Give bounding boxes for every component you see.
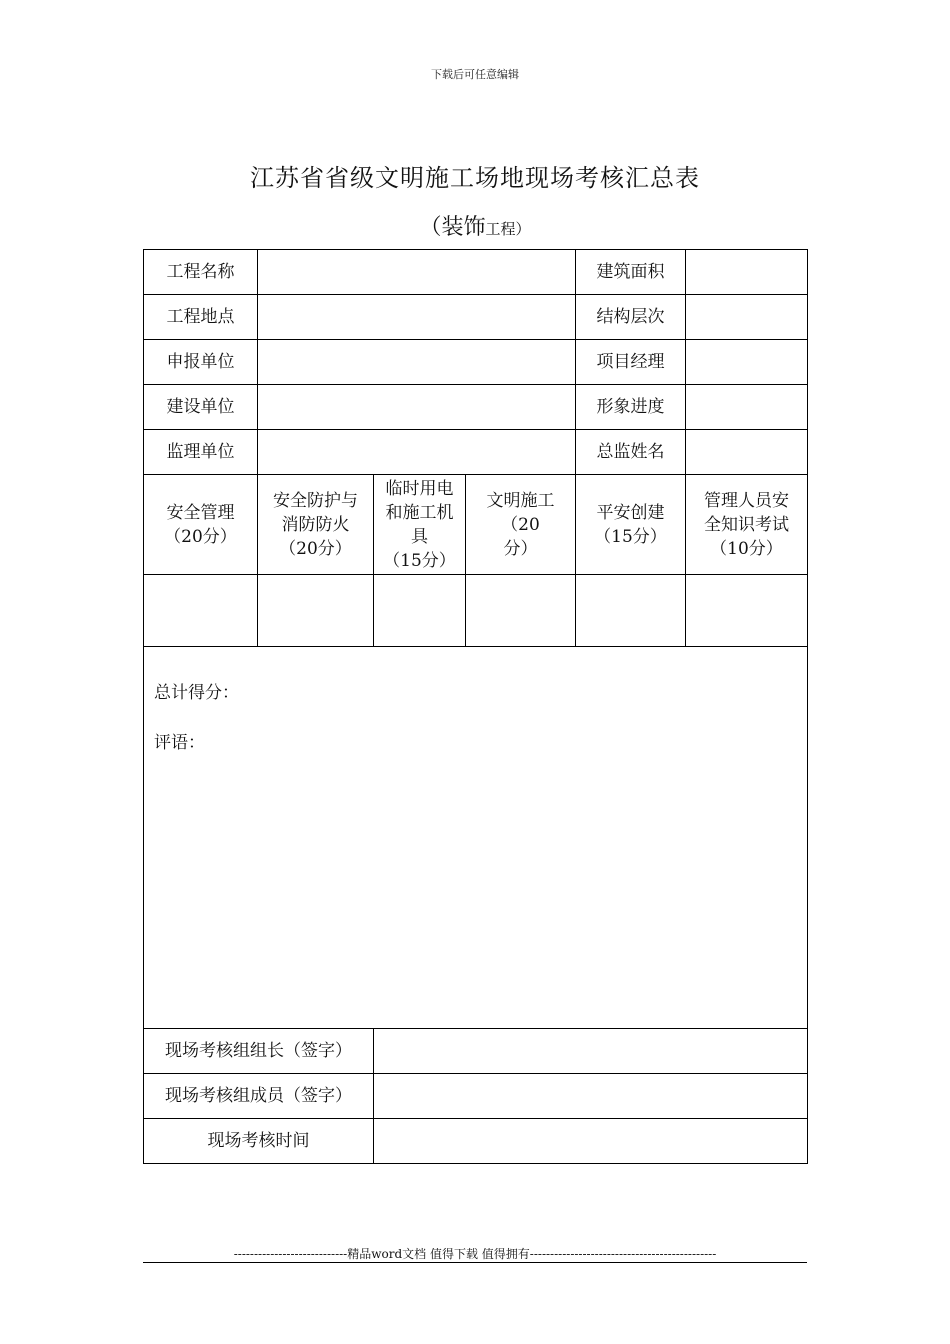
score-field[interactable] [374,575,466,647]
score-field[interactable] [466,575,576,647]
category-line: 安全管理 [166,502,235,523]
category-temp-power-machinery [374,475,466,575]
total-score-label: 总计得分： [154,683,239,703]
info-label: 工程地点 [144,295,258,340]
subtitle-open: （ [419,215,442,240]
category-safe-building [576,475,686,575]
footer-note: ----------------------------精品word文档 值得下载 值得拥有---------------------------------------------- [233,1247,717,1261]
score-field[interactable] [258,575,374,647]
subtitle-main: 装饰 [441,215,486,240]
info-right-label: 形象进度 [576,385,686,430]
info-right-label: 项目经理 [576,340,686,385]
info-value-field[interactable] [258,340,576,385]
signature-field[interactable] [374,1029,808,1074]
signature-row [144,1074,808,1119]
info-right-value-field[interactable] [686,250,808,295]
info-label: 申报单位 [144,340,258,385]
category-line: 具 [411,526,428,547]
signature-label: 现场考核组成员（签字） [144,1074,374,1119]
category-line: （20分） [279,538,352,559]
category-line: 平安创建 [596,502,665,523]
info-right-label: 建筑面积 [576,250,686,295]
info-row [144,385,808,430]
category-protection-fire [258,475,374,575]
info-value-field[interactable] [258,250,576,295]
info-value-field[interactable] [258,385,576,430]
page-subtitle [0,210,950,241]
score-row [144,575,808,647]
category-line: 和施工机 [385,502,454,523]
category-line: 分） [503,538,538,559]
signature-field[interactable] [374,1074,808,1119]
page-title: 江苏省省级文明施工场地现场考核汇总表 [250,164,700,192]
category-line: 消防防火 [281,514,350,535]
category-line: 安全防护与 [273,490,358,511]
info-right-value-field[interactable] [686,295,808,340]
category-line: 管理人员安 [704,490,789,511]
signature-label: 现场考核组组长（签字） [144,1029,374,1074]
category-line: 临时用电 [385,478,454,499]
category-line: （20分） [164,526,237,547]
info-label: 建设单位 [144,385,258,430]
signature-field[interactable] [374,1119,808,1164]
signature-label: 现场考核时间 [144,1119,374,1164]
footer-divider [143,1262,807,1263]
info-right-value-field[interactable] [686,340,808,385]
score-field[interactable] [686,575,808,647]
info-value-field[interactable] [258,295,576,340]
category-line: 文明施工 [486,490,555,511]
category-staff-knowledge-exam [686,475,808,575]
info-row [144,295,808,340]
category-line: （15分） [594,526,667,547]
signature-row [144,1119,808,1164]
info-right-label: 总监姓名 [576,430,686,475]
signature-row [144,1029,808,1074]
info-row [144,430,808,475]
category-line: （10分） [710,538,783,559]
remark-label: 评语： [154,733,205,753]
header-note: 下载后可任意编辑 [431,68,519,81]
info-right-label: 结构层次 [576,295,686,340]
info-label: 工程名称 [144,250,258,295]
subtitle-small: 工程） [485,220,531,238]
info-value-field[interactable] [258,430,576,475]
score-field[interactable] [576,575,686,647]
category-row [144,475,808,575]
score-field[interactable] [144,575,258,647]
info-right-value-field[interactable] [686,385,808,430]
info-row [144,340,808,385]
category-line: 全知识考试 [704,514,789,535]
category-line: （15分） [383,550,456,571]
summary-table [143,249,808,1164]
category-civilized-construction [466,475,576,575]
info-label: 监理单位 [144,430,258,475]
category-safety-management [144,475,258,575]
category-line: （20 [501,514,540,535]
comment-row [144,647,808,1029]
info-row [144,250,808,295]
info-right-value-field[interactable] [686,430,808,475]
comment-area[interactable] [144,647,808,1029]
